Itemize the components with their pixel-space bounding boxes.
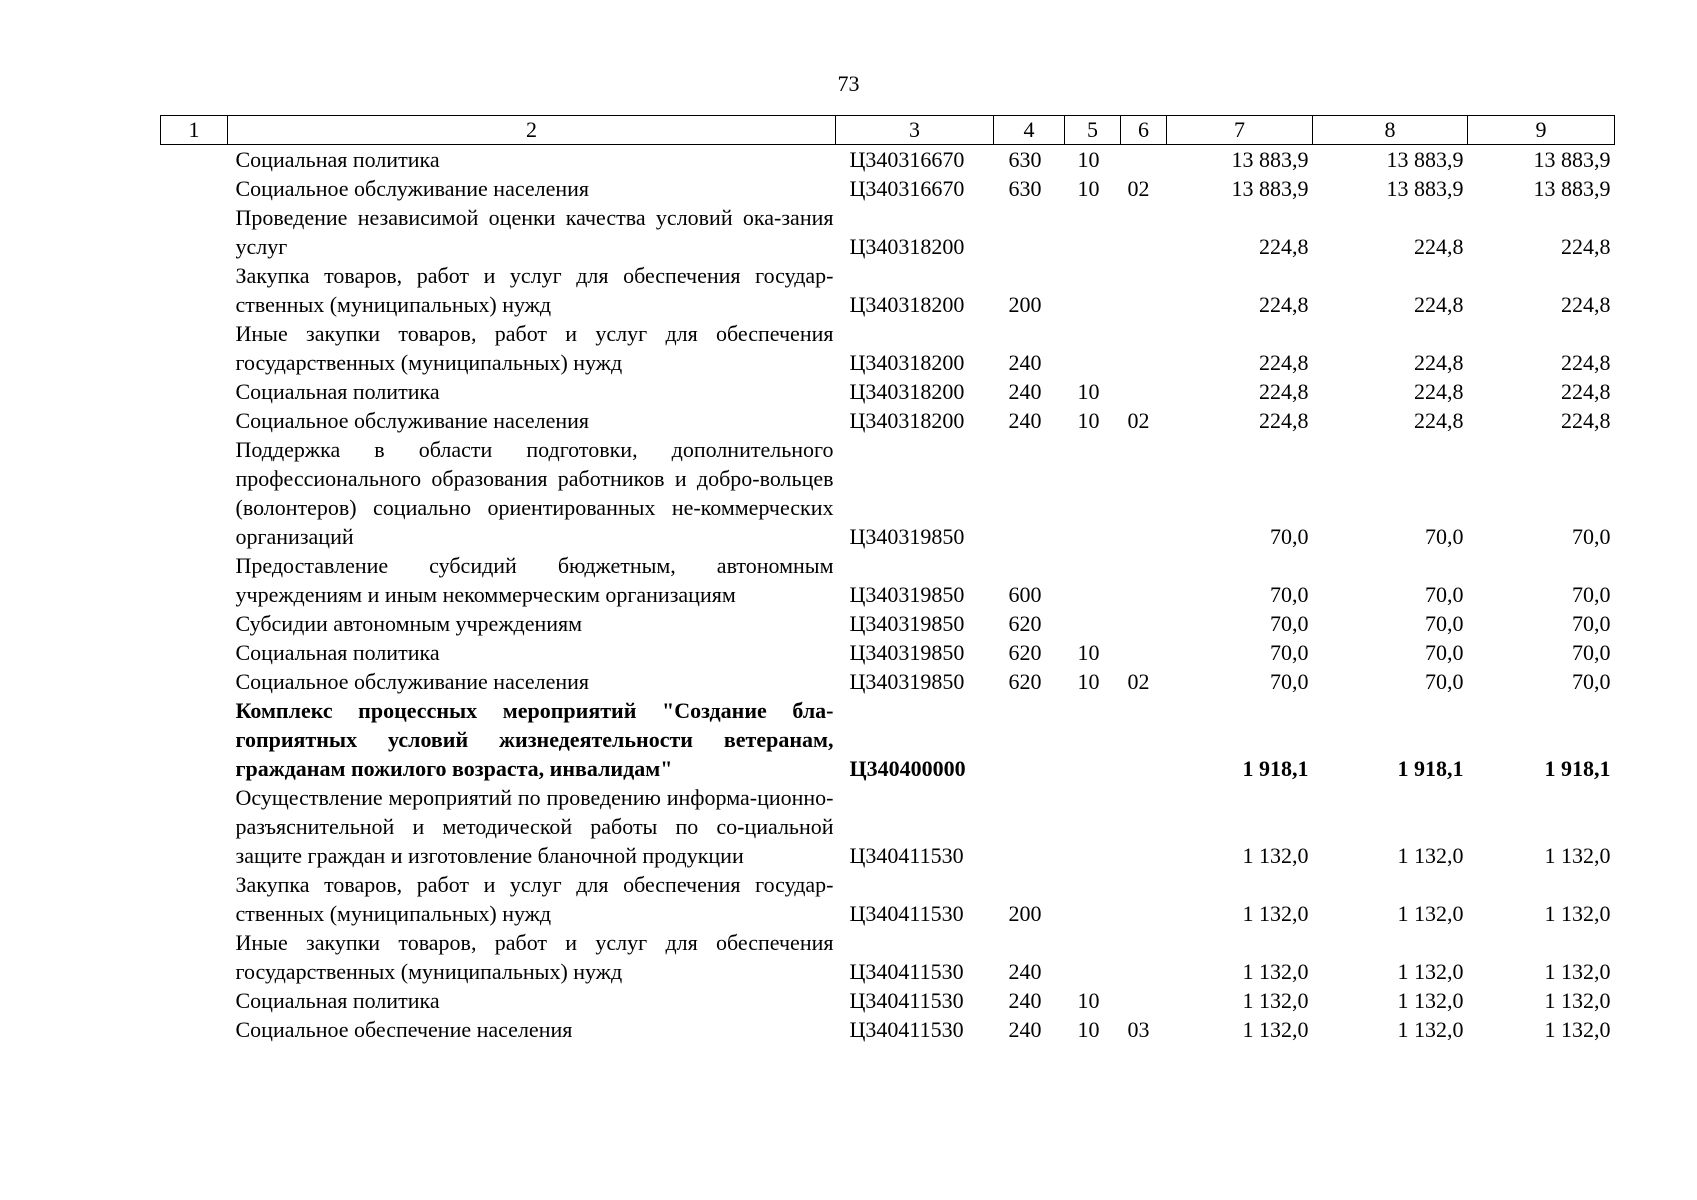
expense-type [994,696,1065,783]
amount-year-3: 1 132,0 [1544,988,1611,1013]
amount-year-2: 224,8 [1414,350,1464,375]
row-index-cell [161,203,228,261]
amount-year-3: 70,0 [1572,524,1611,549]
subsection-code [1121,319,1167,377]
item-name: Осуществление мероприятий по проведению информа-ционно-разъяснительной и методической работы по со-циальной защите граждан и изготовление бланочной продукции [235,785,834,868]
amount-year-3: 1 132,0 [1544,843,1611,868]
amount-year-1: 13 883,9 [1231,176,1309,201]
row-index-cell [161,406,228,435]
target-code: Ц340411530 [849,959,964,984]
expense-type: 620 [1008,669,1042,694]
amount-year-1: 1 132,0 [1242,843,1309,868]
section-code [1065,551,1121,609]
expense-type [994,203,1065,261]
target-code: Ц340316670 [849,147,965,172]
amount-year-3: 13 883,9 [1533,176,1611,201]
amount-year-1: 13 883,9 [1231,147,1309,172]
target-code: Ц340411530 [849,1017,964,1042]
row-index-cell [161,377,228,406]
table-row [161,551,1615,609]
expense-type: 240 [1008,350,1042,375]
amount-year-2: 1 132,0 [1397,988,1464,1013]
subsection-code [1121,986,1167,1015]
subsection-code [1121,783,1167,870]
table-row [161,870,1615,928]
item-name: Социальная политика [235,147,440,172]
section-code: 10 [1077,147,1100,172]
row-index-cell [161,1015,228,1044]
section-code [1065,319,1121,377]
target-code: Ц340411530 [849,843,964,868]
amount-year-2: 70,0 [1425,611,1464,636]
amount-year-3: 70,0 [1572,669,1611,694]
target-code: Ц340319850 [849,640,965,665]
subsection-code [1121,261,1167,319]
subsection-code: 02 [1127,176,1150,201]
table-row [161,928,1615,986]
amount-year-3: 70,0 [1572,582,1611,607]
table-body [161,145,1615,1045]
subsection-code [1121,551,1167,609]
amount-year-2: 1 132,0 [1397,1017,1464,1042]
amount-year-2: 70,0 [1425,582,1464,607]
item-name: Комплекс процессных мероприятий "Создание бла-гоприятных условий жизнедеятельности ветеранам, гражданам пожилого возраста, инвалидам" [235,698,834,781]
expense-type: 620 [1008,611,1042,636]
amount-year-3: 224,8 [1561,379,1611,404]
table-row [161,319,1615,377]
table-row [161,145,1615,175]
expense-type: 630 [1008,176,1042,201]
section-code [1065,609,1121,638]
row-index-cell [161,783,228,870]
amount-year-2: 224,8 [1414,292,1464,317]
row-index-cell [161,667,228,696]
expense-type [994,783,1065,870]
table-row [161,435,1615,551]
table-row [161,261,1615,319]
target-code: Ц340319850 [849,524,965,549]
column-header: 9 [1468,116,1615,145]
column-header: 7 [1167,116,1313,145]
item-name: Социальное обеспечение населения [235,1017,573,1042]
table-row [161,783,1615,870]
amount-year-2: 224,8 [1414,234,1464,259]
row-index-cell [161,551,228,609]
section-code [1065,870,1121,928]
target-code: Ц340411530 [849,988,964,1013]
amount-year-2: 1 132,0 [1397,843,1464,868]
amount-year-2: 224,8 [1414,379,1464,404]
amount-year-2: 13 883,9 [1386,147,1464,172]
amount-year-2: 224,8 [1414,408,1464,433]
column-number-header [161,116,1615,145]
amount-year-2: 70,0 [1425,640,1464,665]
section-code: 10 [1077,988,1100,1013]
amount-year-1: 70,0 [1270,611,1309,636]
table-row [161,696,1615,783]
section-code: 10 [1077,1017,1100,1042]
row-index-cell [161,261,228,319]
row-index-cell [161,609,228,638]
target-code: Ц340318200 [849,408,965,433]
item-name: Субсидии автономным учреждениям [235,611,583,636]
table-row [161,1015,1615,1044]
section-code [1065,203,1121,261]
section-code [1065,696,1121,783]
row-index-cell [161,319,228,377]
amount-year-3: 1 918,1 [1544,756,1611,781]
table-row [161,203,1615,261]
subsection-code [1121,377,1167,406]
expense-type: 240 [1008,959,1042,984]
amount-year-3: 70,0 [1572,611,1611,636]
item-name: Поддержка в области подготовки, дополнительного профессионального образования работников и добро-вольцев (волонтеров) социально ориентированных не-коммерческих организаций [235,437,834,549]
amount-year-1: 70,0 [1270,524,1309,549]
table-row [161,986,1615,1015]
item-name: Закупка товаров, работ и услуг для обеспечения государ-ственных (муниципальных) нужд [235,263,834,317]
table-row [161,377,1615,406]
amount-year-3: 70,0 [1572,640,1611,665]
column-header: 1 [161,116,228,145]
amount-year-3: 224,8 [1561,408,1611,433]
target-code: Ц340316670 [849,176,965,201]
row-index-cell [161,928,228,986]
amount-year-1: 224,8 [1259,379,1309,404]
amount-year-1: 224,8 [1259,350,1309,375]
amount-year-3: 13 883,9 [1533,147,1611,172]
column-header: 4 [994,116,1065,145]
expense-type: 240 [1008,379,1042,404]
row-index-cell [161,638,228,667]
row-index-cell [161,435,228,551]
subsection-code: 03 [1127,1017,1150,1042]
amount-year-3: 1 132,0 [1544,901,1611,926]
subsection-code: 02 [1127,408,1150,433]
row-index-cell [161,145,228,175]
item-name: Иные закупки товаров, работ и услуг для обеспечения государственных (муниципальных) нужд [235,321,834,375]
subsection-code [1121,696,1167,783]
table-row [161,609,1615,638]
amount-year-2: 70,0 [1425,669,1464,694]
target-code: Ц340318200 [849,292,965,317]
item-name: Закупка товаров, работ и услуг для обеспечения государ-ственных (муниципальных) нужд [235,872,834,926]
amount-year-2: 13 883,9 [1386,176,1464,201]
expense-type: 600 [1008,582,1042,607]
amount-year-1: 224,8 [1259,234,1309,259]
table-row [161,638,1615,667]
column-header: 5 [1065,116,1121,145]
row-index-cell [161,696,228,783]
amount-year-2: 70,0 [1425,524,1464,549]
amount-year-1: 1 132,0 [1242,901,1309,926]
item-name: Социальное обслуживание населения [235,176,590,201]
page-number: 73 [837,71,860,96]
subsection-code [1121,435,1167,551]
item-name: Предоставление субсидий бюджетным, автономным учреждениям и иным некоммерческим организациям [235,553,834,607]
target-code: Ц340400000 [849,756,966,781]
amount-year-3: 224,8 [1561,234,1611,259]
target-code: Ц340318200 [849,379,965,404]
expense-type: 240 [1008,1017,1042,1042]
section-code: 10 [1077,640,1100,665]
item-name: Социальное обслуживание населения [235,669,590,694]
amount-year-3: 1 132,0 [1544,959,1611,984]
expense-type: 200 [1008,901,1042,926]
row-index-cell [161,174,228,203]
amount-year-1: 70,0 [1270,669,1309,694]
expense-type [994,435,1065,551]
section-code [1065,783,1121,870]
row-index-cell [161,986,228,1015]
amount-year-2: 1 918,1 [1397,756,1464,781]
subsection-code [1121,609,1167,638]
expense-type: 620 [1008,640,1042,665]
section-code: 10 [1077,669,1100,694]
expense-type: 240 [1008,988,1042,1013]
table-row [161,406,1615,435]
section-code: 10 [1077,379,1100,404]
amount-year-3: 1 132,0 [1544,1017,1611,1042]
item-name: Социальное обслуживание населения [235,408,590,433]
amount-year-1: 1 132,0 [1242,988,1309,1013]
expense-type: 630 [1008,147,1042,172]
amount-year-1: 70,0 [1270,582,1309,607]
target-code: Ц340318200 [849,234,965,259]
amount-year-2: 1 132,0 [1397,901,1464,926]
expense-type: 200 [1008,292,1042,317]
item-name: Социальная политика [235,379,440,404]
amount-year-3: 224,8 [1561,350,1611,375]
amount-year-1: 1 132,0 [1242,959,1309,984]
table-row [161,174,1615,203]
row-index-cell [161,870,228,928]
section-code [1065,928,1121,986]
target-code: Ц340319850 [849,669,965,694]
amount-year-1: 224,8 [1259,292,1309,317]
subsection-code [1121,638,1167,667]
section-code [1065,435,1121,551]
amount-year-1: 224,8 [1259,408,1309,433]
budget-table [160,115,1615,1044]
target-code: Ц340411530 [849,901,964,926]
subsection-code [1121,928,1167,986]
item-name: Проведение независимой оценки качества условий ока-зания услуг [235,205,834,259]
section-code [1065,261,1121,319]
subsection-code: 02 [1127,669,1150,694]
target-code: Ц340319850 [849,582,965,607]
amount-year-2: 1 132,0 [1397,959,1464,984]
table-row [161,667,1615,696]
item-name: Иные закупки товаров, работ и услуг для обеспечения государственных (муниципальных) нужд [235,930,834,984]
column-header: 8 [1313,116,1468,145]
section-code: 10 [1077,176,1100,201]
column-header: 2 [228,116,836,145]
amount-year-1: 1 132,0 [1242,1017,1309,1042]
item-name: Социальная политика [235,988,440,1013]
column-header: 6 [1121,116,1167,145]
amount-year-3: 224,8 [1561,292,1611,317]
subsection-code [1121,145,1167,175]
item-name: Социальная политика [235,640,440,665]
column-header: 3 [836,116,994,145]
amount-year-1: 70,0 [1270,640,1309,665]
expense-type: 240 [1008,408,1042,433]
amount-year-1: 1 918,1 [1242,756,1309,781]
subsection-code [1121,203,1167,261]
section-code: 10 [1077,408,1100,433]
subsection-code [1121,870,1167,928]
target-code: Ц340319850 [849,611,965,636]
target-code: Ц340318200 [849,350,965,375]
